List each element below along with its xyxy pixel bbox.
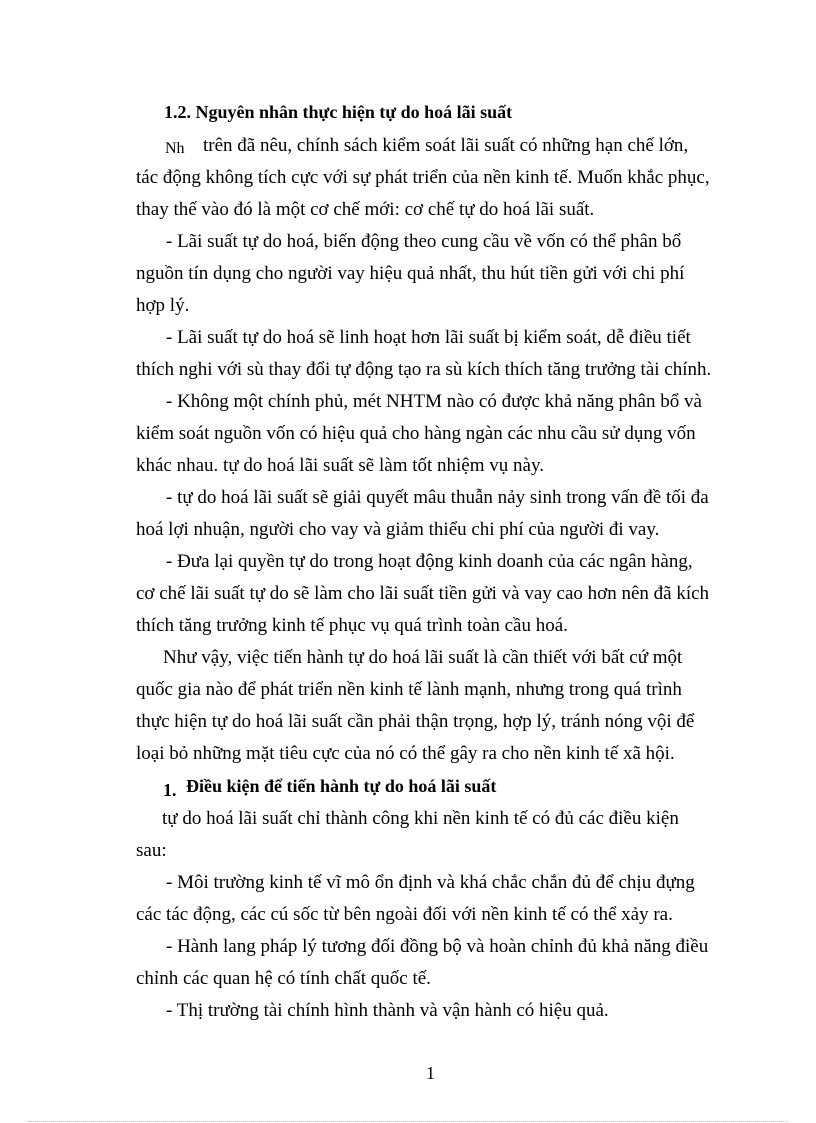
text-line: nguồn tín dụng cho người vay hiệu quả nhất, thu hút tiền gửi với chi phí xyxy=(136,263,685,284)
text-line: thích nghi với sù thay đổi tự động tạo ra sù kích thích tăng trưởng tài chính. xyxy=(136,359,712,380)
text-line: - Đưa lại quyền tự do trong hoạt động kinh doanh của các ngân hàng, xyxy=(166,551,693,572)
section-number: 1. xyxy=(163,780,177,800)
section-heading-1-2: 1.2. Nguyên nhân thực hiện tự do hoá lãi suất xyxy=(164,102,513,122)
text-line: kiểm soát nguồn vốn có hiệu quả cho hàng ngàn các nhu cầu sử dụng vốn xyxy=(136,423,696,444)
text-line: khác nhau. tự do hoá lãi suất sẽ làm tốt nhiệm vụ này. xyxy=(136,455,544,476)
text-line: loại bỏ những mặt tiêu cực của nó có thể gây ra cho nền kinh tế xã hội. xyxy=(136,743,675,764)
text-line: - tự do hoá lãi suất sẽ giải quyết mâu thuẫn nảy sinh trong vấn đề tối đa xyxy=(166,487,709,508)
text-line: tự do hoá lãi suất chỉ thành công khi nền kinh tế có đủ các điều kiện xyxy=(162,808,679,829)
text-line: cơ chế lãi suất tự do sẽ làm cho lãi suất tiền gửi và vay cao hơn nên đã kích xyxy=(136,583,710,604)
text-line: chỉnh các quan hệ có tính chất quốc tế. xyxy=(136,968,431,989)
text-line: hoá lợi nhuận, người cho vay và giảm thiểu chi phí của người đi vay. xyxy=(136,519,660,540)
text-line: quốc gia nào để phát triển nền kinh tế lành mạnh, nhưng trong quá trình xyxy=(136,679,682,700)
page-number: 1 xyxy=(426,1063,435,1083)
text-line: sau: xyxy=(136,840,167,861)
text-line: - Môi trường kinh tế vĩ mô ổn định và khá chắc chắn đủ để chịu đựng xyxy=(166,872,695,893)
text-line: trên đã nêu, chính sách kiểm soát lãi suất có những hạn chế lớn, xyxy=(203,135,689,156)
text-line: - Hành lang pháp lý tương đối đồng bộ và hoàn chỉnh đủ khả năng điều xyxy=(166,936,709,957)
paragraph-first-word: Nh xyxy=(165,140,185,157)
text-line: - Thị trường tài chính hình thành và vận hành có hiệu quả. xyxy=(166,1000,609,1021)
text-line: các tác động, các cú sốc từ bên ngoài đối với nền kinh tế có thể xảy ra. xyxy=(136,904,673,925)
text-line: - Không một chính phủ, mét NHTM nào có được khả năng phân bổ và xyxy=(166,391,702,412)
text-line: - Lãi suất tự do hoá, biến động theo cung cầu về vốn có thể phân bổ xyxy=(166,231,682,252)
text-line: thích tăng trưởng kinh tế phục vụ quá trình toàn cầu hoá. xyxy=(136,615,568,636)
text-line: hợp lý. xyxy=(136,295,190,316)
section-heading-1: Điều kiện để tiến hành tự do hoá lãi suất xyxy=(186,776,497,796)
text-line: Như vậy, việc tiến hành tự do hoá lãi suất là cần thiết với bất cứ một xyxy=(163,647,683,668)
text-line: thay thế vào đó là một cơ chế mới: cơ chế tự do hoá lãi suất. xyxy=(136,199,595,220)
text-line: thực hiện tự do hoá lãi suất cần phải thận trọng, hợp lý, tránh nóng vội để xyxy=(136,711,695,732)
text-line: - Lãi suất tự do hoá sẽ linh hoạt hơn lãi suất bị kiểm soát, dễ điều tiết xyxy=(166,327,691,348)
text-line: tác động không tích cực với sự phát triển của nền kinh tế. Muốn khắc phục, xyxy=(136,167,710,188)
page-bottom-border xyxy=(28,1121,788,1122)
